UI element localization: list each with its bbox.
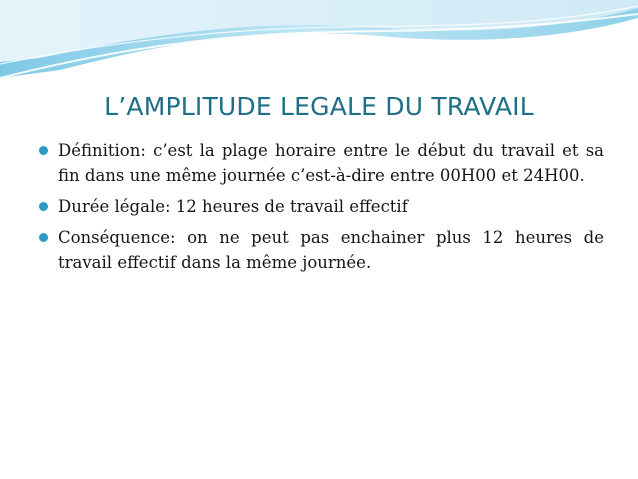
- bullet-dot-icon: [39, 146, 48, 155]
- header-wave-decoration: [0, 0, 638, 80]
- bullet-item-duree-legale: [38, 194, 604, 219]
- bullet-text: Définition: c’est la plage horaire entre le début du travail et sa fin dans une même journée c’est-à-dire entre 00H00 et 24H00.: [58, 141, 604, 185]
- bullet-dot-icon: [39, 233, 48, 242]
- slide-title: L’AMPLITUDE LEGALE DU TRAVAIL: [104, 92, 534, 121]
- bullet-item-consequence: [38, 225, 604, 275]
- bullet-text: Conséquence: on ne peut pas enchainer plus 12 heures de travail effectif dans la même journée.: [58, 228, 604, 272]
- bullet-dot-icon: [39, 202, 48, 211]
- bullet-text: Durée légale: 12 heures de travail effectif: [58, 197, 408, 216]
- bullet-list: [38, 138, 604, 281]
- bullet-item-definition: [38, 138, 604, 188]
